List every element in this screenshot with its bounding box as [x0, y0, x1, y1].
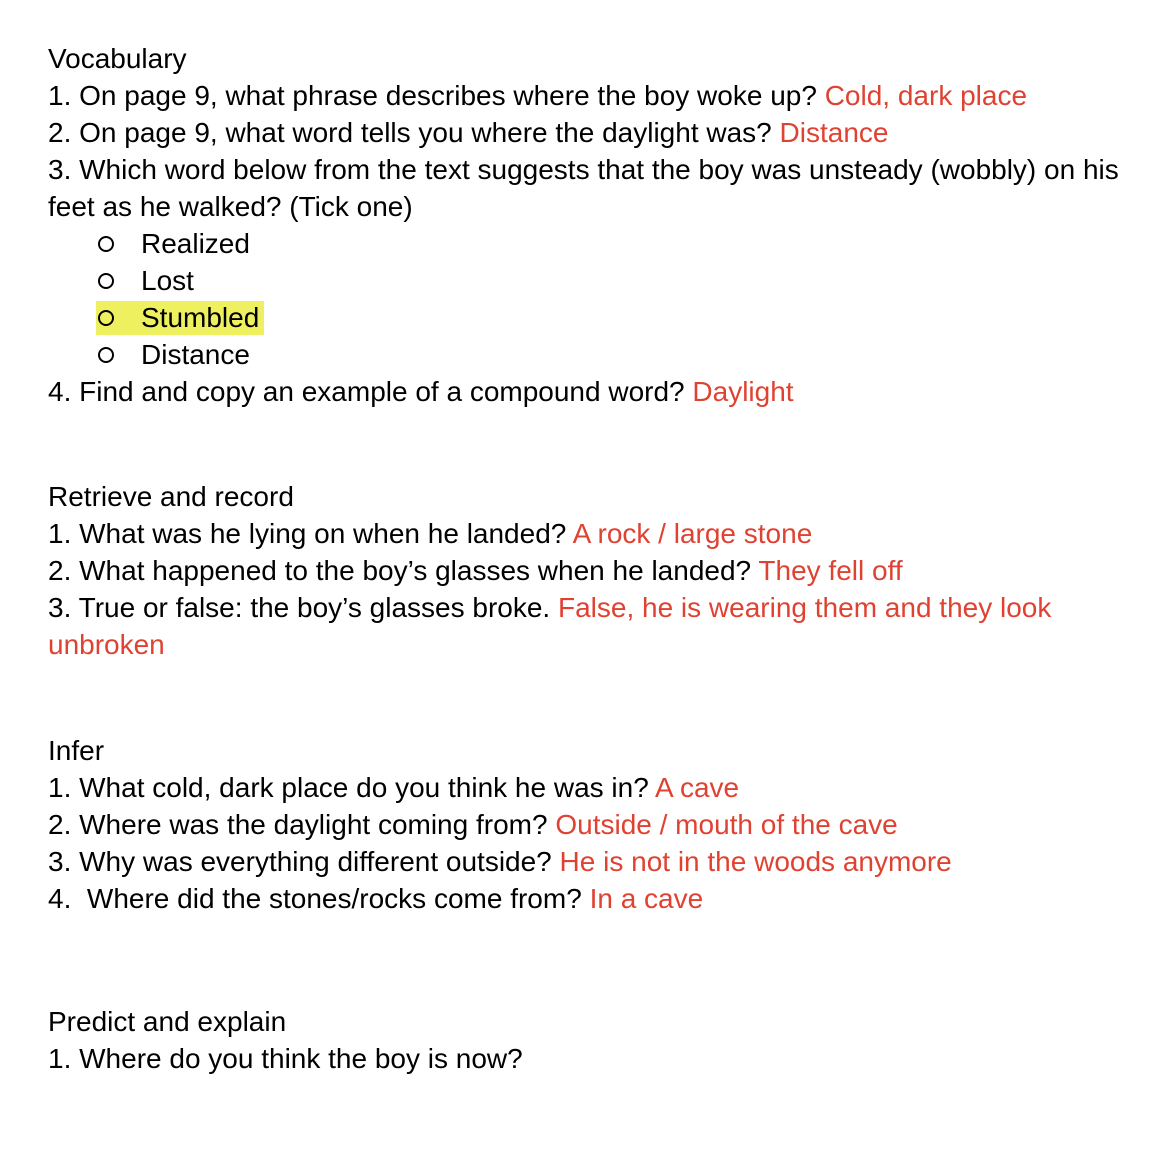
section-infer: [48, 732, 1122, 917]
option-label: Realized: [141, 228, 250, 259]
option-row-stumbled: [96, 299, 1122, 336]
retrieve-q3-text: 3. True or false: the boy’s glasses broke.: [48, 592, 558, 623]
infer-q1-text: 1. What cold, dark place do you think he was in?: [48, 772, 656, 803]
infer-q2-answer: Outside / mouth of the cave: [555, 809, 898, 840]
section-vocabulary: [48, 40, 1127, 410]
bullet-circle-icon: [98, 273, 114, 289]
bullet-circle-icon: [98, 347, 114, 363]
retrieve-q3: [48, 589, 1122, 663]
infer-q1-answer: A cave: [655, 772, 740, 803]
option-row-realized: [96, 225, 1122, 262]
predict-heading-text: Predict and explain: [48, 1006, 287, 1037]
highlighted-option: [96, 301, 264, 335]
predict-heading: [48, 1003, 1122, 1040]
vocabulary-q4-answer: Daylight: [692, 376, 794, 407]
vocabulary-q2-text: 2. On page 9, what word tells you where the daylight was?: [48, 117, 780, 148]
section-retrieve-and-record: [48, 478, 1122, 663]
vocabulary-q2: [48, 114, 1122, 151]
retrieve-q2: [48, 552, 1122, 589]
vocabulary-q3-text: 3. Which word below from the text suggests that the boy was unsteady (wobbly) on his feet as he walked? (Tick one): [48, 154, 1127, 222]
retrieve-q1-answer: A rock / large stone: [572, 518, 813, 549]
document-page: [48, 40, 1127, 1077]
option-label: Stumbled: [141, 302, 260, 333]
option-row-lost: [96, 262, 1122, 299]
retrieve-q3-answer: False, he is wearing them and they look unbroken: [48, 592, 1060, 660]
retrieve-q1-text: 1. What was he lying on when he landed?: [48, 518, 573, 549]
vocabulary-q1-answer: Cold, dark place: [824, 80, 1028, 111]
infer-q4-answer: In a cave: [589, 883, 704, 914]
infer-q3-answer: He is not in the woods anymore: [559, 846, 952, 877]
infer-heading-text: Infer: [48, 735, 105, 766]
option-row-distance: [96, 336, 1122, 373]
retrieve-heading-text: Retrieve and record: [48, 481, 294, 512]
vocabulary-heading: [48, 40, 1122, 77]
infer-q3-text: 3. Why was everything different outside?: [48, 846, 560, 877]
predict-q1-text: 1. Where do you think the boy is now?: [48, 1043, 523, 1074]
infer-q2: [48, 806, 1122, 843]
bullet-circle-icon: [98, 310, 114, 326]
vocabulary-q4-text: 4. Find and copy an example of a compound word?: [48, 376, 693, 407]
section-predict-and-explain: [48, 1003, 1122, 1077]
infer-q4-text: 4. Where did the stones/rocks come from?: [48, 883, 590, 914]
retrieve-q2-answer: They fell off: [758, 555, 903, 586]
vocabulary-heading-text: Vocabulary: [48, 43, 187, 74]
vocabulary-option-list: [48, 225, 1122, 373]
vocabulary-q2-answer: Distance: [779, 117, 889, 148]
option-label: Distance: [141, 339, 250, 370]
infer-q1: [48, 769, 1122, 806]
retrieve-heading: [48, 478, 1122, 515]
infer-heading: [48, 732, 1122, 769]
retrieve-q2-text: 2. What happened to the boy’s glasses when he landed?: [48, 555, 759, 586]
vocabulary-q3: [48, 151, 1127, 225]
predict-q1: [48, 1040, 1122, 1077]
option-label: Lost: [141, 265, 194, 296]
infer-q3: [48, 843, 1122, 880]
vocabulary-q1-text: 1. On page 9, what phrase describes where the boy woke up?: [48, 80, 825, 111]
retrieve-q1: [48, 515, 1122, 552]
vocabulary-q1: [48, 77, 1122, 114]
infer-q2-text: 2. Where was the daylight coming from?: [48, 809, 556, 840]
bullet-circle-icon: [98, 236, 114, 252]
infer-q4: [48, 880, 1122, 917]
vocabulary-q4: [48, 373, 1122, 410]
